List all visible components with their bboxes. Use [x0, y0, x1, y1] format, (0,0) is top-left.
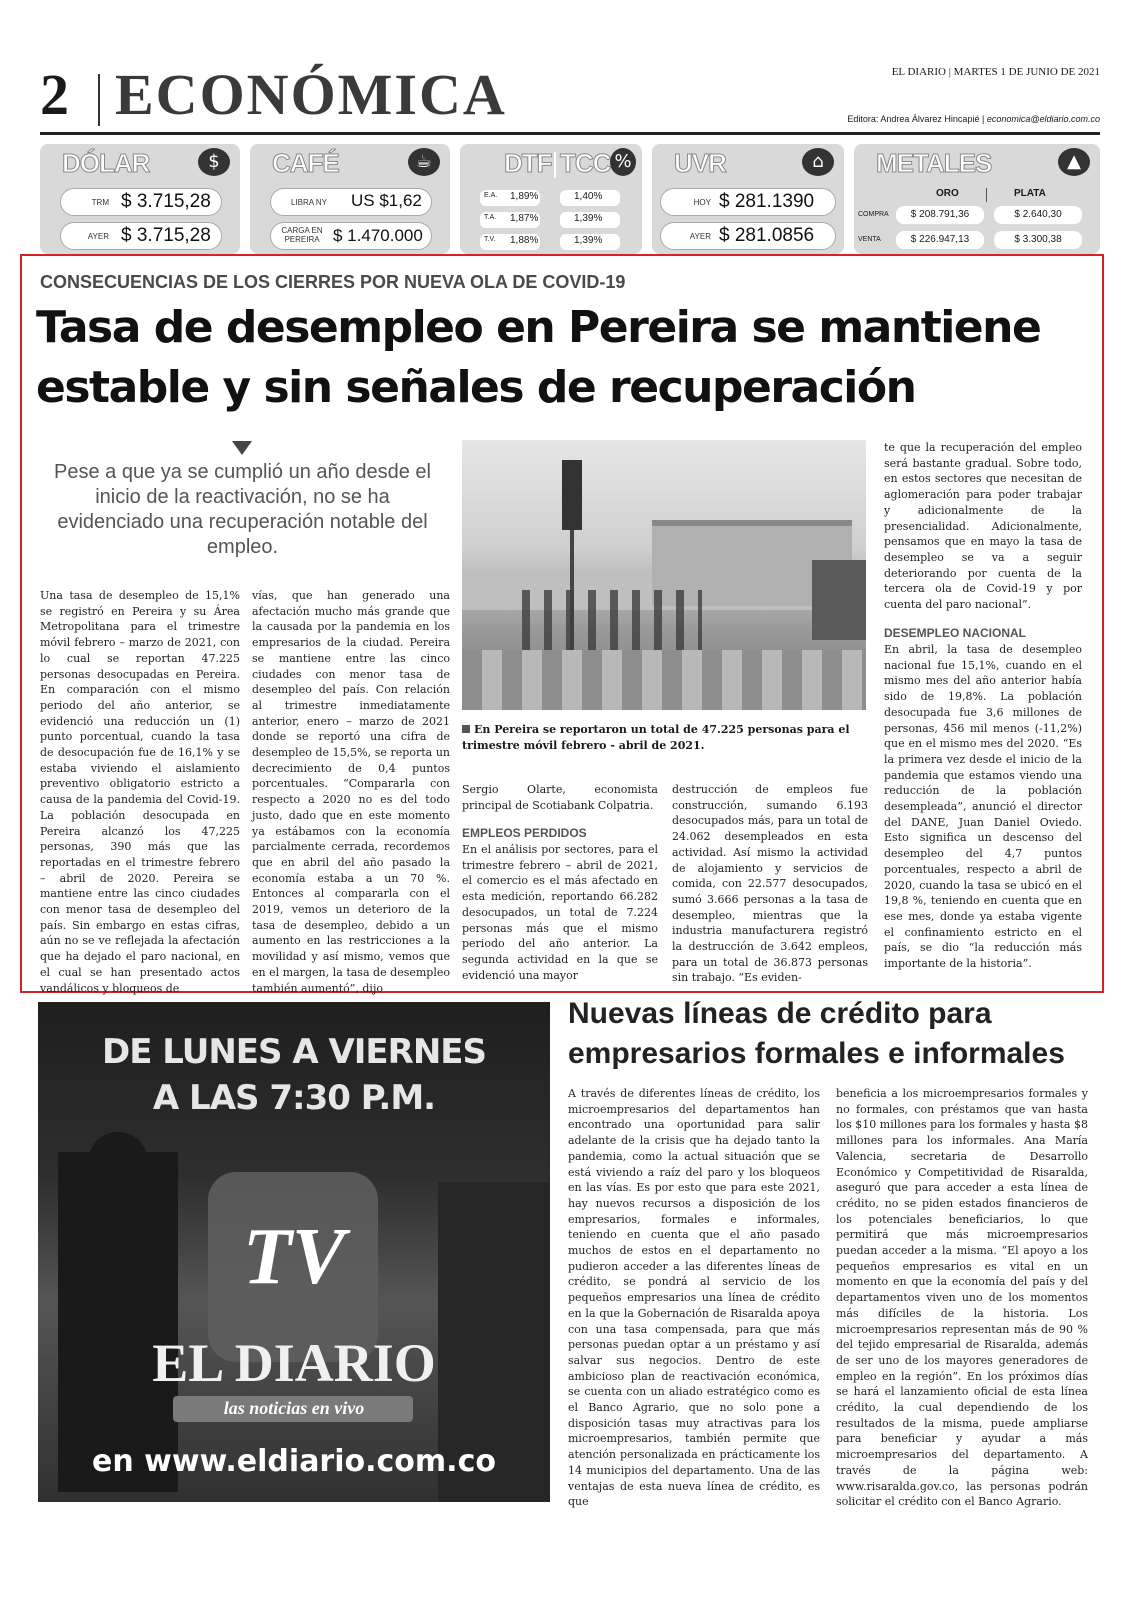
cafe-carga-value: $ 1.470.000	[333, 226, 423, 245]
photo-people	[522, 590, 702, 650]
masthead: EL DIARIO | MARTES 1 DE JUNIO DE 2021	[891, 66, 1100, 78]
coffee-icon: ☕	[408, 148, 440, 176]
article-kicker: CONSECUENCIAS DE LOS CIERRES POR NUEVA OLA DE COVID-19	[40, 272, 626, 292]
metales-venta-label: VENTA	[858, 236, 881, 243]
indicator-cafe	[250, 144, 450, 254]
tcc-row-3-value: 1,39%	[574, 235, 603, 246]
dtf-row-1	[480, 190, 540, 206]
percent-icon: %	[610, 148, 636, 176]
article-photo	[462, 440, 866, 710]
article2-column-2: beneficia a los microempresarios formales y no formales, con préstamos que van hasta los $10 millones para los formales y hasta $8 millones para los informales. Ana María Valencia, secretaria de Desarrollo Económico y Competitividad de Risaralda, aseguró que para acceder a esta línea de crédito, no se piden estados financieros de los potenciales beneficiarios, lo que permitirá que más microempresarios puedan acceder a la misma. “El apoyo a los pequeños empresarios es vital en un momento en que la economía del país y del departamentos viven uno de los momentos más difíciles de la historia. Los microempresarios representan más de 90 % del tejido empresarial de Risaralda, además de ser uno de los mayores generadores de empleo en la región”. En los próximos días se hará el lanzamiento oficial de esta línea crédito, la cual dependiendo de los resultados de la misma, puede ampliarse para beneficiar y ayudar a más microempresarios del departamento. A través de la página web: www.risaralda.gov.co, las personas podrán solicitar el crédito con el Banco Agrario.	[836, 1087, 1088, 1509]
ad-url[interactable]: en www.eldiario.com.co	[92, 1444, 496, 1479]
metales-compra-oro: $ 208.791,36	[896, 206, 984, 224]
lead-triangle-icon	[232, 441, 252, 455]
cafe-title: CAFÉ	[272, 148, 339, 178]
article-column-5b: En abril, la tasa de desempleo nacional fue 15,1%, cuando en el mismo mes del año anterior había sido de 19,8%. La población desocupada fue 3,6 millones de personas, 456 mil menos (-11,2%) que en el mismo mes del 2020. “Es la primera vez desde el inicio de la pandemia que estamos viendo una reducción de la población desempleada”, anunció el director del DANE, Juan Daniel Oviedo. Esto significa un descenso del desempleo del 4,7 puntos porcentuales, respecto a abril de 2020, cuando la tasa se ubicó en el 19,8 %, teniendo en cuenta que en ese mes, donde ya estaba vigente el confinamiento estricto en el país, se dio “la reducción más importante de la historia”.	[884, 643, 1082, 971]
indicator-dolar	[40, 144, 240, 254]
ad-tagline: las noticias en vivo	[223, 1398, 365, 1418]
editor-credit	[847, 114, 1100, 124]
uvr-ayer-value: $ 281.0856	[719, 225, 815, 246]
article-column-2: vías, que han generado una afectación mucho más grande que la causada por la pandemia en los empresarios de la ciudad. Pereira se mantiene entre las cinco ciudades con menor tasa de desempleo del país. Con relación al trimestre inmediatamente anterior, enero – marzo de 2021 donde se reportó una cifra de desempleo de 15,5%, se reporta un decrecimiento de 0,4 puntos porcentuales. “Compararla con respecto a 2020 no es del todo justo, dado que en este momento ya estábamos con la economía parcialmente cerrada, recordemos que en abril del año pasado la economía estaba a un 70 %. Entonces al compararla con el 2019, vemos un deterioro de la tasa de desempleo, debido a un aumento en las restricciones a la movilidad y así mismo, vemos que en el margen, la tasa de desempleo también aumentó”, dijo	[252, 589, 450, 995]
caption-square-icon	[462, 725, 470, 733]
article-column-4: destrucción de empleos fue construcción, sumando 6.193 desocupados más, para un total de 24.062 desempleados en esta actividad. Así mismo la actividad de alojamiento y servicios de comida, con 22.577 desocupados, sumó 3.666 personas a la tasa de desempleo, mientras que la industria manufacturera registró la destrucción de 3.642 empleos, para un total de 36.873 personas sin trabajo. “Es eviden-	[672, 783, 868, 985]
dolar-ayer-label: AYER	[87, 232, 109, 241]
article-column-5a: te que la recuperación del empleo será bastante gradual. Sobre todo, en estos sectores que necesitan de aglomeración para poder trabajar y adicionalmente de la presencialidad. Adicionalmente, pensamos que en mayo la tasa de desempleo se va a seguir deteriorando por cuenta de la tercera ola de Covid-19 y por cuenta del paro nacional”.	[884, 441, 1082, 612]
indicator-dtf-tcc	[460, 144, 642, 254]
article-column-3a: Sergio Olarte, economista principal de Scotiabank Colpatria.	[462, 783, 658, 812]
metales-col-oro: ORO	[936, 188, 959, 199]
photo-caption-text: En Pereira se reportaron un total de 47.225 personas para el trimestre móvil febrero - abril de 2021.	[462, 723, 850, 752]
editor-label: Editora: Andrea Álvarez Hincapié |	[847, 114, 985, 124]
tcc-row-2-value: 1,39%	[574, 213, 603, 224]
photo-crosswalk	[462, 650, 866, 710]
uvr-ayer-pill	[660, 222, 836, 250]
article-column-3b: En el análisis por sectores, para el trimestre febrero – abril de 2021, el comercio es el más afectado en esta medición, reportando 66.282 desocupados, un total de 7.224 personas más que el mismo periodo del año anterior. La segunda actividad en la que se evidenció una mayor	[462, 843, 658, 982]
house-icon: ⌂	[802, 148, 834, 176]
tcc-row-1	[560, 190, 620, 206]
metales-venta-oro: $ 226.947,13	[896, 231, 984, 249]
metales-col-plata: PLATA	[1014, 188, 1046, 199]
dtf-row-2-value: 1,87%	[510, 213, 539, 224]
dolar-title: DÓLAR	[62, 148, 150, 178]
article2-headline: Nuevas líneas de crédito para empresarios formales e informales	[568, 997, 1065, 1070]
dtf-title: DTF	[504, 148, 552, 178]
ad-dome-silhouette	[88, 1132, 148, 1192]
section-title: ECONÓMICA	[115, 62, 507, 127]
tcc-row-1-value: 1,40%	[574, 191, 603, 202]
tv-advertisement[interactable]	[38, 1002, 550, 1502]
dolar-trm-label: TRM	[91, 198, 109, 207]
dtf-row-3-label: T.V.	[484, 236, 496, 243]
dolar-trm-value: $ 3.715,28	[121, 191, 211, 212]
gold-bars-icon: ▲	[1058, 148, 1090, 176]
tcc-row-3	[560, 234, 620, 250]
metales-compra-label: COMPRA	[858, 211, 889, 218]
indicator-uvr	[652, 144, 844, 254]
article-headline: Tasa de desempleo en Pereira se mantiene estable y sin señales de recuperación	[36, 302, 1041, 413]
photo-traffic-light	[562, 460, 582, 530]
ad-tv: TV	[242, 1213, 346, 1301]
cafe-libra-pill	[270, 188, 432, 216]
dollar-icon: $	[198, 148, 230, 176]
metales-compra-plata: $ 2.640,30	[994, 206, 1082, 224]
uvr-hoy-value: $ 281.1390	[719, 191, 815, 212]
photo-caption	[462, 722, 862, 754]
photo-bus	[812, 560, 866, 640]
article-lead: Pese a que ya se cumplió un año desde el inicio de la reactivación, no se ha evidenciado una recuperación notable del empleo.	[54, 461, 431, 558]
dolar-ayer-pill	[60, 222, 222, 250]
ad-line-2: A LAS 7:30 P.M.	[152, 1078, 436, 1118]
tcc-title: TCC	[560, 148, 611, 178]
ad-building-silhouette	[58, 1152, 178, 1492]
header-divider	[98, 74, 100, 126]
tcc-row-2	[560, 212, 620, 228]
article-column-1: Una tasa de desempleo de 15,1% se registró en Pereira y su Área Metropolitana para el trimestre móvil febrero – marzo de 2021, con lo cual se reportan 47.225 personas desocupadas en Pereira. En comparación con el mismo periodo del año anterior, se evidenció una reducción un (1) punto porcentual, cuando la tasa de desocupación fue de 16,1% y se estaba viviendo el aislamiento preventivo obligatorio estricto a causa de la pandemia del Covid-19. La población desocupada en Pereira alcanzó los 47,225 personas, 390 más que las reportadas en el trimestre febrero – abril de 2020. Pereira se mantiene entre las cinco ciudades con menor tasa de desempleo del país. Sin embargo en estas cifras, aún no se ve reflejada la afectación que ha dejado el paro nacional, en el cual se han presentado actos vandálicos y bloqueos de	[40, 589, 240, 995]
cafe-libra-label: LIBRA NY	[290, 198, 327, 207]
subhead-empleos-perdidos: EMPLEOS PERDIDOS	[462, 826, 587, 840]
dolar-trm-pill	[60, 188, 222, 216]
uvr-title: UVR	[674, 148, 726, 178]
dtf-row-1-value: 1,89%	[510, 191, 539, 202]
cafe-carga-label: CARGA EN PEREIRA	[281, 226, 323, 244]
dtf-row-3	[480, 234, 540, 250]
dtf-row-2-label: T.A.	[484, 214, 497, 221]
header-rule	[40, 132, 1100, 135]
page-number: 2	[40, 62, 69, 127]
dtf-row-3-value: 1,88%	[510, 235, 539, 246]
ad-brand: EL DIARIO	[152, 1333, 436, 1393]
article2-column-1: A través de diferentes líneas de crédito, los microempresarios del departamentos han encontrado una oportunidad para salir adelante de la crisis que ha dejado tanto la pandemia, como la actual situación que se está viviendo a raíz del paro y los bloqueos en las vías. Es por esto que para este 2021, hay nuevos recursos a disposición de los empresarios, formales e informales, teniendo en cuenta que el año pasado muchos de estos en el departamento no pudieron acceder a las diferentes líneas de crédito, se pondrá al servicio de los pequeños empresarios una línea de crédito en la que la Gobernación de Risaralda apoya con una tasa compensada, para que más personas puedan optar a un préstamo y así salvar sus negocios. Dentro de este ambicioso plan de reactivación económica, se cuenta con un aliado estratégico como es el Banco Agrario, que no solo pone a disposición tasas muy atractivas para los microempresarios, también permite que atención personalizada en prácticamente los 14 municipios del departamento. Una de las ventajas de esta nueva línea de crédito, es que	[568, 1087, 820, 1509]
uvr-ayer-label: AYER	[689, 232, 711, 241]
uvr-hoy-pill	[660, 188, 836, 216]
metales-title: METALES	[876, 148, 992, 178]
dtf-divider	[554, 152, 556, 178]
subhead-desempleo-nacional: DESEMPLEO NACIONAL	[884, 626, 1027, 640]
ad-line-1: DE LUNES A VIERNES	[101, 1032, 487, 1072]
metales-venta-plata: $ 3.300,38	[994, 231, 1082, 249]
uvr-hoy-label: HOY	[693, 198, 711, 207]
dtf-row-2	[480, 212, 540, 228]
indicator-metales	[854, 144, 1100, 254]
cafe-carga-pill	[270, 222, 432, 250]
cafe-libra-value: US $1,62	[351, 191, 422, 210]
metales-header-divider	[986, 188, 987, 202]
editor-email[interactable]: economica@eldiario.com.co	[986, 114, 1100, 124]
dolar-ayer-value: $ 3.715,28	[121, 225, 211, 246]
dtf-row-1-label: E.A.	[484, 192, 498, 199]
